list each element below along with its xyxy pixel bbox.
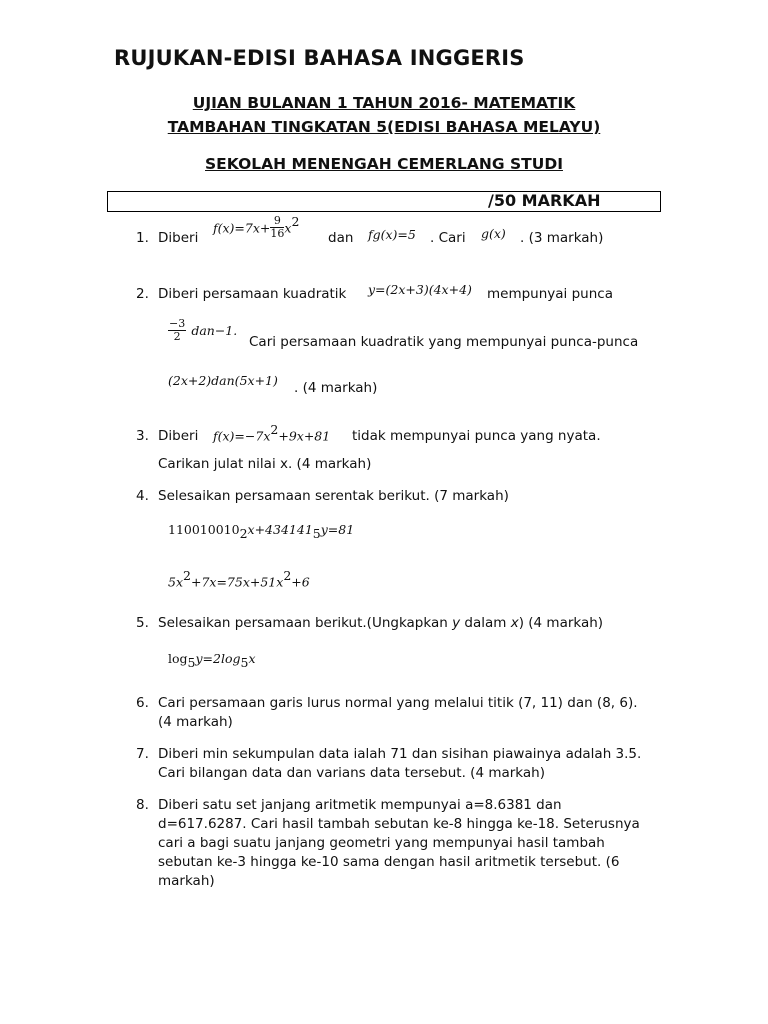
q8-number: 8. (136, 797, 149, 813)
q4-eq2-exp-1: 2 (183, 568, 191, 583)
q7-line-2: Cari bilangan data dan varians data tersebut. (4 markah) (158, 765, 545, 781)
q2-root-tail: dan−1. (191, 323, 238, 338)
q4-eq1-c: y=81 (320, 522, 355, 537)
q4-eq2-c: +6 (291, 574, 310, 590)
q1-function-f (213, 214, 299, 240)
q3-number: 3. (136, 428, 149, 444)
q3-function (213, 422, 330, 444)
q4-eq1-base-1: 2 (239, 526, 248, 542)
q2-root-denominator: 2 (173, 330, 181, 343)
q1-fraction (270, 215, 284, 240)
q4-eq1-b: x+434141 (247, 522, 313, 537)
q1-f-tail: x (284, 220, 292, 236)
total-marks: /50 MARKAH (488, 191, 601, 210)
q2-equation: y=(2x+3)(4x+4) (368, 282, 472, 297)
q5-eq-b: y=2log (195, 651, 241, 666)
q5-eq-base-1: 5 (187, 655, 196, 671)
q4-equation-2 (168, 568, 310, 590)
marks-box (107, 191, 661, 212)
q2-text-given: Diberi persamaan kuadratik (158, 286, 347, 302)
q4-eq1-base-2: 5 (312, 526, 321, 542)
q1-marks: . (3 markah) (520, 230, 604, 246)
q6-line-1: Cari persamaan garis lurus normal yang melalui titik (7, 11) dan (8, 6). (158, 695, 638, 711)
q2-marks: . (4 markah) (294, 380, 378, 396)
q2-number: 2. (136, 286, 149, 302)
q4-text: Selesaikan persamaan serentak berikut. (7 markah) (158, 488, 509, 504)
q2-given-roots (168, 318, 237, 343)
q2-root-fraction (168, 318, 186, 343)
q7-line-1: Diberi min sekumpulan data ialah 71 dan sisihan piawainya adalah 3.5. (158, 746, 642, 762)
q8-line-1: Diberi satu set janjang aritmetik mempunyai a=8.6381 dan (158, 797, 562, 813)
q3-eq-exponent: 2 (270, 422, 279, 437)
q1-text-given: Diberi (158, 230, 199, 246)
school-name: SEKOLAH MENENGAH CEMERLANG STUDI (205, 155, 563, 173)
q5-text-c: ) (4 markah) (518, 615, 604, 631)
q5-text-a: Selesaikan persamaan berikut.(Ungkapkan (158, 615, 448, 631)
q7-number: 7. (136, 746, 149, 762)
q1-f-exponent: 2 (291, 214, 300, 229)
q1-f-lhs: f(x)=7x+ (213, 220, 271, 236)
q1-fraction-denominator: 16 (270, 227, 285, 241)
q6-line-2: (4 markah) (158, 714, 233, 730)
q4-equation-1 (168, 519, 354, 541)
q4-number: 4. (136, 488, 149, 504)
q8-line-4: sebutan ke-3 hingga ke-10 sama dengan hasil aritmetik tersebut. (6 (158, 854, 620, 870)
q8-line-2: d=617.6287. Cari hasil tambah sebutan ke-8 hingga ke-18. Seterusnya (158, 816, 640, 832)
exam-title-line-1: UJIAN BULANAN 1 TAHUN 2016- MATEMATIK (192, 94, 576, 112)
q5-number: 5. (136, 615, 149, 631)
q4-eq2-a: 5x (168, 574, 184, 590)
q8-line-5: markah) (158, 873, 215, 889)
q5-text (158, 615, 603, 631)
q2-text-find: Cari persamaan kuadratik yang mempunyai punca-punca (249, 334, 639, 350)
q5-equation (168, 648, 256, 670)
q2-text-roots: mempunyai punca (487, 286, 613, 302)
q1-text-find: . Cari (430, 230, 466, 246)
q8-line-3: cari a bagi suatu janjang geometri yang mempunyai hasil tambah (158, 835, 605, 851)
q5-text-b: dalam (464, 615, 507, 631)
q6-number: 6. (136, 695, 149, 711)
q5-eq-c: x (248, 651, 256, 666)
q1-text-and: dan (328, 230, 354, 246)
q3-eq-part-b: +9x+81 (278, 428, 331, 444)
q3-eq-part-a: f(x)=−7x (213, 428, 271, 444)
q4-eq2-exp-2: 2 (283, 568, 292, 583)
q1-fraction-numerator: 9 (270, 215, 284, 228)
q3-text-no-roots: tidak mempunyai punca yang nyata. (352, 428, 601, 444)
q3-text-given: Diberi (158, 428, 199, 444)
q1-number: 1. (136, 230, 149, 246)
q1-composite-fg: fg(x)=5 (368, 227, 416, 242)
q5-var-y: y (452, 615, 461, 631)
q3-text-range: Carikan julat nilai x. (4 markah) (158, 456, 372, 472)
q1-function-g: g(x) (481, 226, 506, 241)
q5-eq-log-1: log (168, 651, 188, 666)
q2-root-numerator: −3 (169, 317, 186, 330)
exam-title-line-2: TAMBAHAN TINGKATAN 5(EDISI BAHASA MELAYU) (167, 118, 601, 136)
q4-eq2-b: +7x=75x+51x (190, 574, 284, 590)
q5-var-x: x (510, 615, 519, 631)
q4-eq1-a: 110010010 (168, 522, 240, 537)
q2-new-roots: (2x+2)dan(5x+1) (168, 373, 278, 388)
document-title: RUJUKAN-EDISI BAHASA INGGERIS (114, 46, 525, 70)
q5-eq-base-2: 5 (240, 655, 249, 671)
